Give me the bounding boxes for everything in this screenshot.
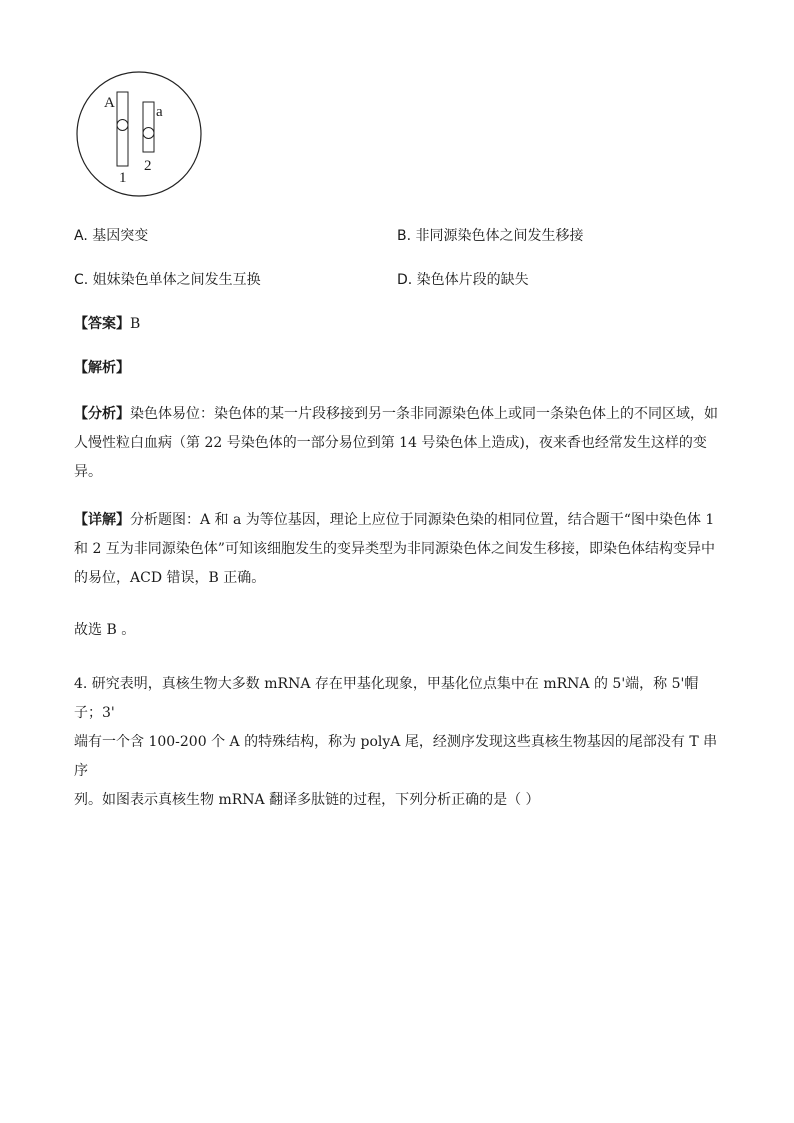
- option-a: A. 基因突变: [74, 228, 149, 244]
- cell-figure: [70, 70, 210, 198]
- chromosome-number-1: 1: [119, 170, 127, 186]
- answer-line: [74, 314, 140, 334]
- chromosome-number-2: 2: [144, 158, 152, 174]
- answer-tag: 【答案】: [74, 316, 130, 332]
- answer-value: B: [130, 316, 141, 332]
- analysis-paragraph: [74, 400, 724, 487]
- chromosome-diagram: [70, 70, 210, 198]
- question-4-line-3: 列。如图表示真核生物 mRNA 翻译多肽链的过程，下列分析正确的是（ ）: [74, 792, 540, 808]
- question-4-line-1: 4. 研究表明，真核生物大多数 mRNA 存在甲基化现象，甲基化位点集中在 mRNA 的 5'端，称 5'帽子；3': [74, 676, 699, 721]
- analysis-header: [74, 358, 130, 378]
- detail-text-1: 分析题图：A 和 a 为等位基因，理论上应位于同源染色染的相同位置，结合题干“图中染色体 1: [130, 512, 715, 528]
- analysis-tag: 【分析】: [74, 406, 130, 422]
- option-c: C. 姐妹染色单体之间发生互换: [74, 272, 261, 288]
- analysis-text-1: 染色体易位：染色体的某一片段移接到另一条非同源染色体上或同一条染色体上的不同区域，如: [130, 406, 718, 422]
- detail-line-2: 和 2 互为非同源染色体”可知该细胞发生的变异类型为非同源染色体之间发生移接，即染色体结构变异中: [74, 541, 715, 557]
- option-b: B. 非同源染色体之间发生移接: [397, 228, 584, 244]
- detail-line-1: [74, 506, 724, 535]
- analysis-line-2: 人慢性粒白血病（第 22 号染色体的一部分易位到第 14 号染色体上造成)，夜来香也经常发生这样的变: [74, 435, 707, 451]
- detail-line-3: 的易位，ACD 错误，B 正确。: [74, 570, 266, 586]
- detail-paragraph: [74, 506, 724, 593]
- option-d: D. 染色体片段的缺失: [397, 272, 529, 288]
- gene-label-A: A: [104, 95, 115, 111]
- analysis-line-1: [74, 400, 724, 429]
- analysis-header-tag: 【解析】: [74, 360, 130, 376]
- detail-tag: 【详解】: [74, 512, 130, 528]
- conclusion: 故选 B 。: [74, 622, 136, 638]
- cell-membrane: [77, 72, 201, 196]
- question-4: [74, 670, 724, 815]
- question-4-line-2: 端有一个含 100-200 个 A 的特殊结构，称为 polyA 尾，经测序发现这些真核生物基因的尾部没有 T 串序: [74, 734, 718, 779]
- analysis-line-3: 异。: [74, 464, 102, 480]
- gene-label-a: a: [156, 104, 163, 120]
- centromere-1: [117, 120, 128, 131]
- centromere-2: [143, 128, 154, 139]
